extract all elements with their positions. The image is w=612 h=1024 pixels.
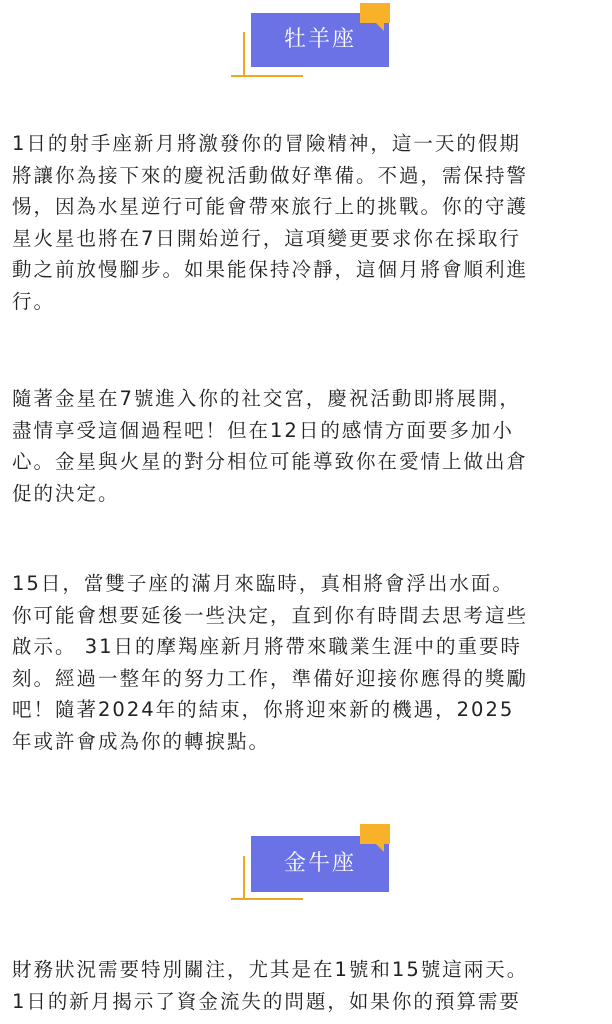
header-accent-horizontal-line: [231, 75, 303, 77]
header-accent-horizontal-line: [231, 898, 303, 900]
section-title: 金牛座: [283, 851, 356, 876]
section-header-taurus: [0, 820, 612, 900]
header-accent-vertical-line: [243, 856, 245, 900]
section-title: 牡羊座: [283, 27, 356, 52]
section-header-aries: [0, 0, 612, 80]
paragraph: 財務狀況需要特別關注，尤其是在1號和15號這兩天。 1日的新月揭示了資金流失的問題，如果你的預算需要: [12, 958, 529, 1013]
header-accent-vertical-line: [243, 32, 245, 77]
speech-bubble-icon: [360, 824, 390, 844]
section-title-box: [251, 836, 389, 892]
paragraph: 15日，當雙子座的滿月來臨時，真相將會浮出水面。 你可能會想要延後一些決定，直到你有時間去思考這些 啟示。 31日的摩羯座新月將帶來職業生涯中的重要時 刻。經過一整年的努力工作，準備好迎接你應得的獎勵 吧！隨著2024年的結束，你將迎來新的機遇，2025 年或許會成為你的轉捩點。: [12, 572, 529, 753]
speech-bubble-icon: [360, 3, 390, 23]
paragraph: 1日的射手座新月將激發你的冒險精神，這一天的假期 將讓你為接下來的慶祝活動做好準備。不過，需保持警 惕，因為水星逆行可能會帶來旅行上的挑戰。你的守護 星火星也將在7日開始逆行，這項變更要求你在採取行 動之前放慢腳步。如果能保持冷靜，這個月將會順利進 行。: [12, 132, 529, 313]
paragraph: 隨著金星在7號進入你的社交宮，慶祝活動即將展開， 盡情享受這個過程吧！但在12日的感情方面要多加小 心。金星與火星的對分相位可能導致你在愛情上做出倉 促的決定。: [12, 387, 529, 505]
